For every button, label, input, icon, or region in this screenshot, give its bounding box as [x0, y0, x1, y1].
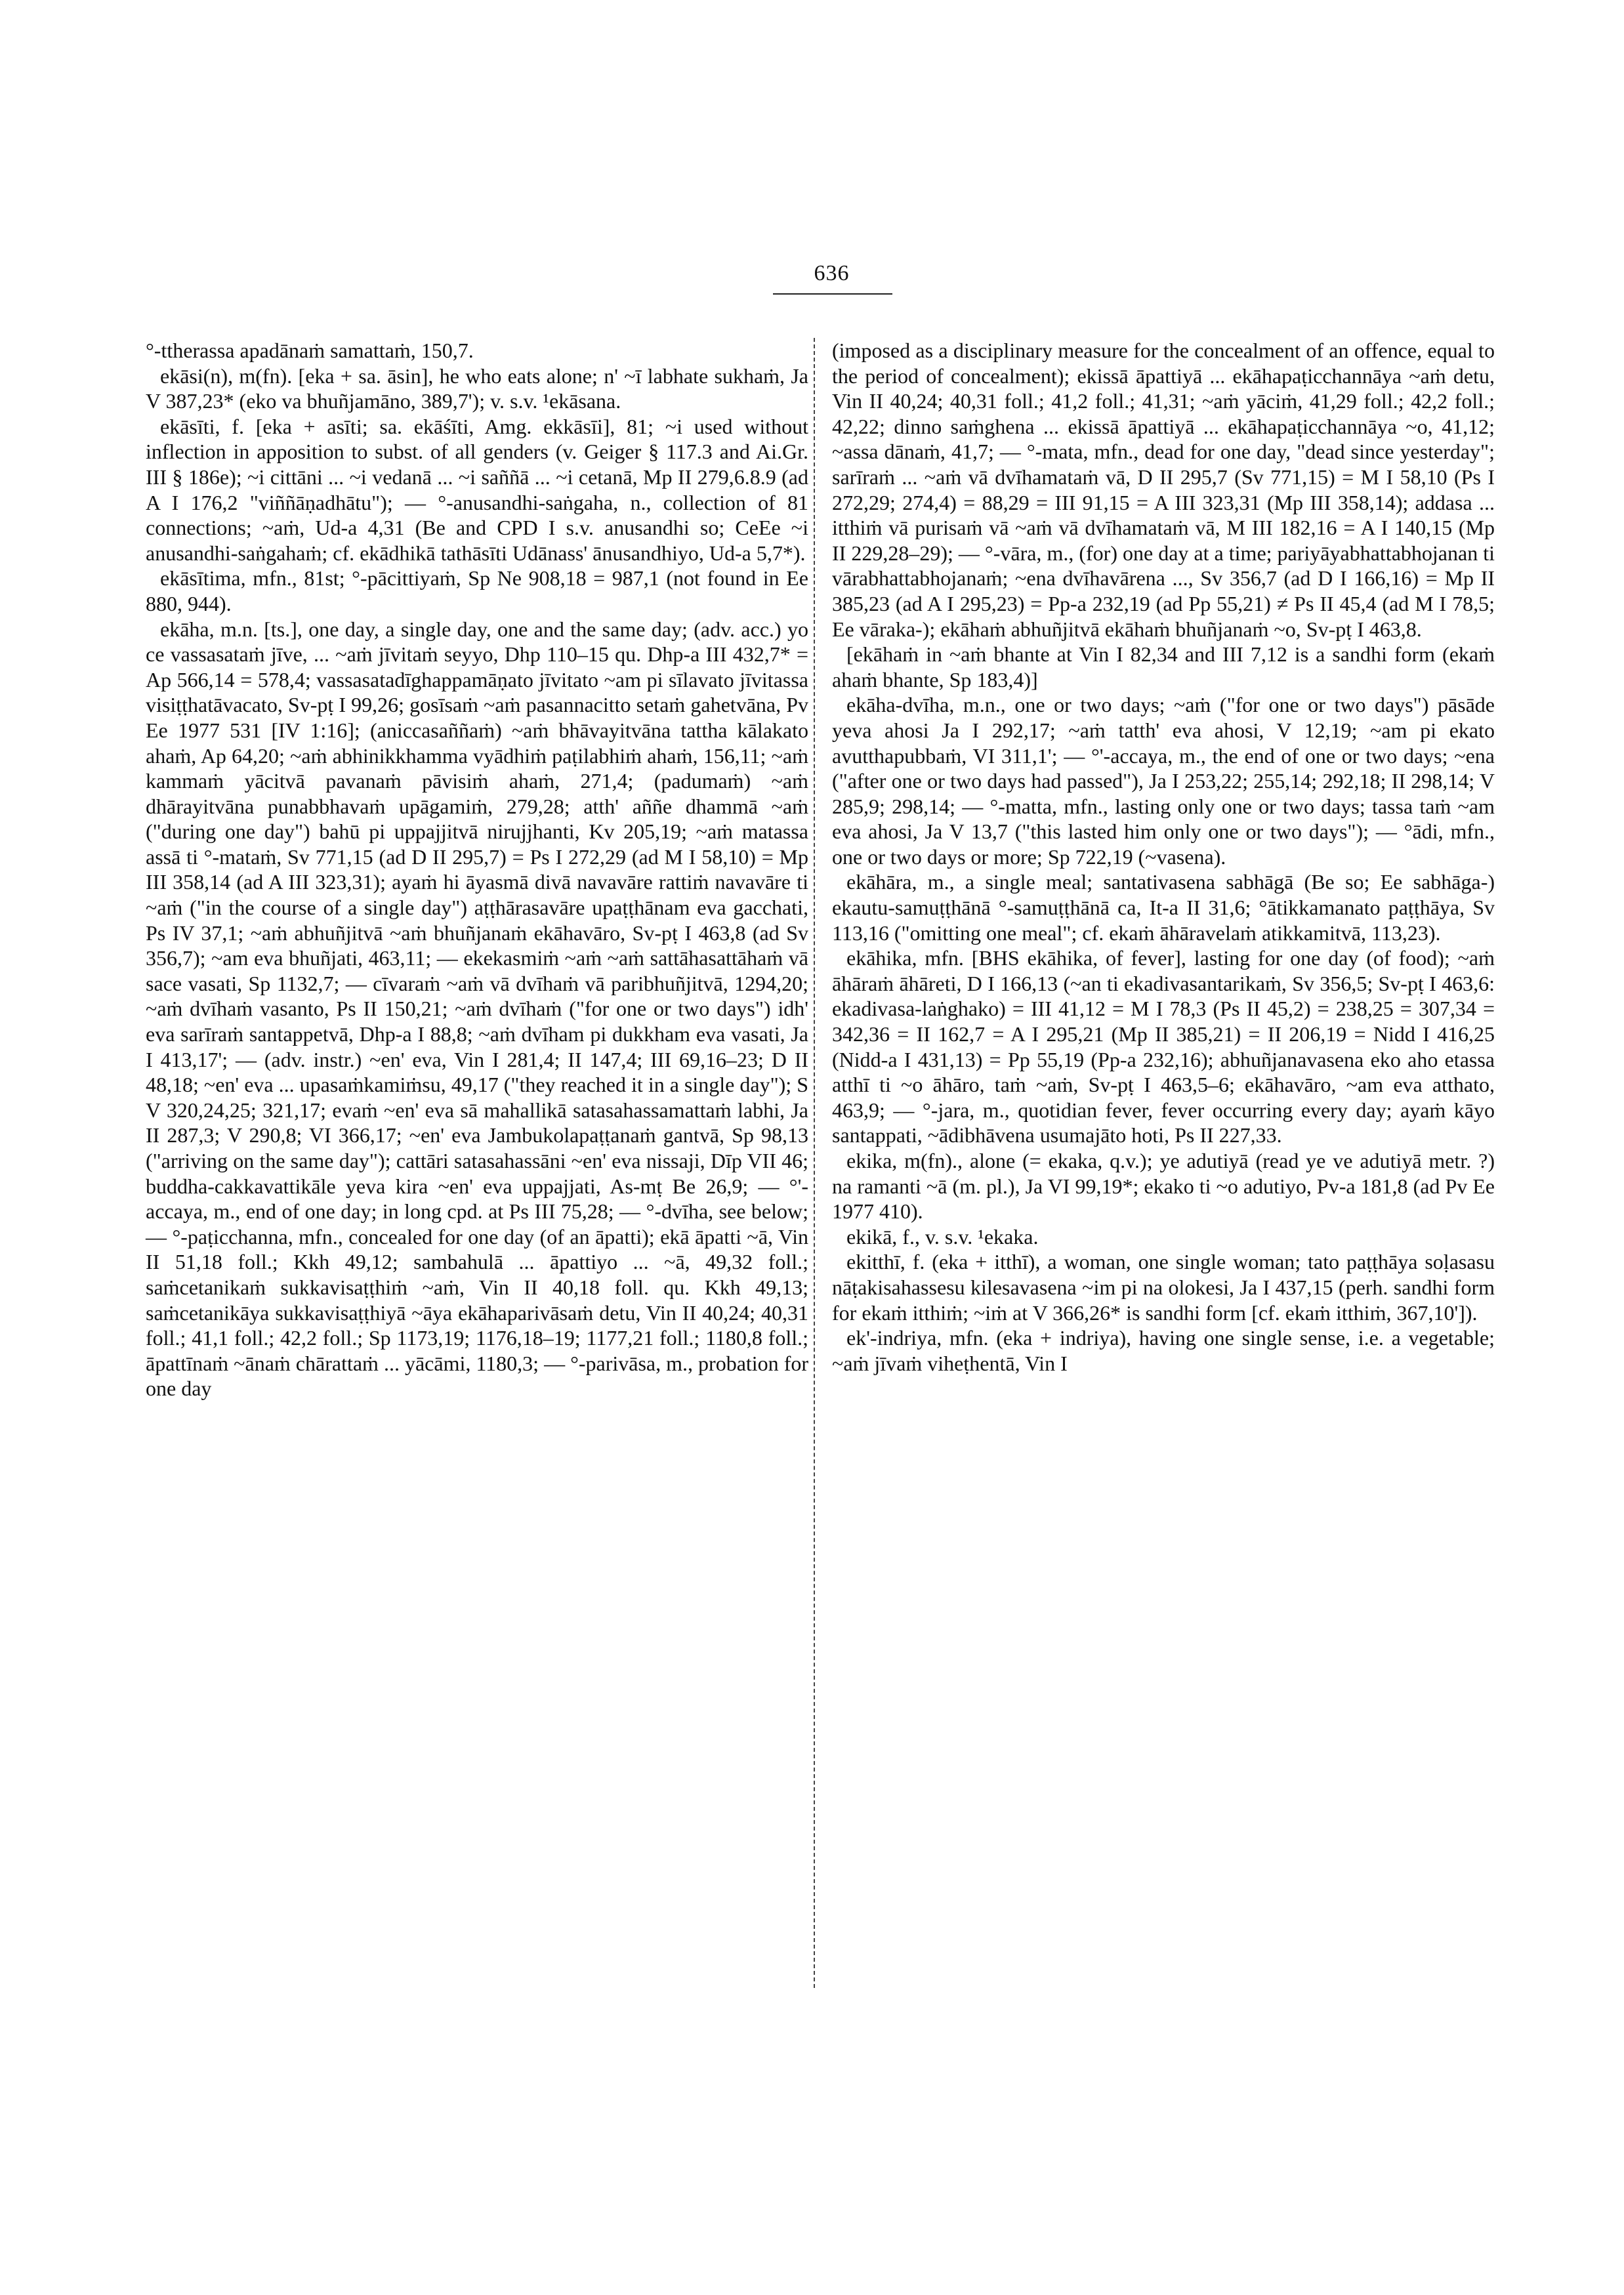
column-divider: [814, 338, 815, 1988]
dictionary-entry: ekāhāra, m., a single meal; santativasena sabhāgā (Be so; Ee sabhāga-) ekautu-samuṭṭhānā °-samuṭṭhānā ca, It-a II 31,6; °ātikkamanato paṭṭhāya, Sv 113,16 ("omitting one meal"; cf. ekaṁ āhāravelaṁ atikkamitvā, 113,23).: [832, 870, 1495, 945]
dictionary-entry: ekāsi(n), m(fn). [eka + sa. āsin], he who eats alone; n' ~ī labhate sukhaṁ, Ja V 387,23* (eko va bhuñjamāno, 389,7'); v. s.v. ¹ekāsana.: [146, 363, 808, 413]
dictionary-entry: ekikā, f., v. s.v. ¹ekaka.: [846, 1224, 1039, 1249]
page-number: 636: [814, 261, 850, 285]
dictionary-entry: ek'-indriya, mfn. (eka + indriya), having one single sense, i.e. a vegetable; ~aṁ jīvaṁ viheṭhentā, Vin I: [832, 1326, 1495, 1375]
dictionary-entry: ekāsīti, f. [eka + asīti; sa. ekāśīti, Amg. ekkāsīi], 81; ~i used without inflection in apposition to subst. of all genders (v. Geiger § 117.3 and Ai.Gr. III § 186e); ~i cittāni ... ~i vedanā ... ~i saññā ... ~i cetanā, Mp II 279,6.8.9 (ad A I 176,2 "viññāṇadhātu"); — °-anusandhi-saṅgaha, n., collection of 81 connections; ~aṁ, Ud-a 4,31 (Be and CPD I s.v. anusandhi so; CeEe ~i anusandhi-saṅgahaṁ; cf. ekādhikā tathāsīti Udānass' ānusandhiyo, Ud-a 5,7*).: [146, 414, 808, 565]
dictionary-entry: ekāhika, mfn. [BHS ekāhika, of fever], lasting for one day (of food); ~aṁ āhāraṁ āhāreti, D I 166,13 (~an ti ekadivasantarikaṁ, Sv 356,5; Sv-pṭ I 463,6: ekadivasa-laṅghako) = III 41,12 = M I 78,3 (Ps II 45,2) = 238,25 = 307,34 = 342,36 = II 162,7 = A I 295,21 (Mp II 385,21) = II 206,19 = Nidd I 416,25 (Nidd-a I 431,13) = Pp 55,19 (Pp-a 232,16); abhuñjanavasena eko aho etassa atthī ti ~o āhāro, taṁ ~aṁ, Sv-pṭ I 463,5–6; ekāhavāro, ~am eva atthato, 463,9; — °-jara, m., quotidian fever, fever occurring every day; ayaṁ kāyo santappati, ~ādibhāvena usumajāto hoti, Ps II 227,33.: [832, 946, 1495, 1148]
dictionary-entry: ekika, m(fn)., alone (= ekaka, q.v.); ye adutiyā (read ye ve adutiyā metr. ?) na ramanti ~ā (m. pl.), Ja VI 99,19*; ekako ti ~o adutiyo, Pv-a 181,8 (ad Pv Ee 1977 410).: [832, 1149, 1495, 1224]
dictionary-entry: [ekāhaṁ in ~aṁ bhante at Vin I 82,34 and III 7,12 is a sandhi form (ekaṁ ahaṁ bhante, Sp 183,4)]: [832, 642, 1495, 692]
dictionary-entry: °-ttherassa apadānaṁ samattaṁ, 150,7.: [146, 339, 474, 362]
dictionary-entry: (imposed as a disciplinary measure for the concealment of an offence, equal to the period of concealment); ekissā āpattiyā ... ekāhapaṭicchannāya ~aṁ detu, Vin II 40,24; 40,31 foll.; 41,2 foll.; 41,31; ~aṁ yāciṁ, 41,29 foll.; 42,2 foll.; 42,22; dinno saṁghena ... ekissā āpattiyā ... ekāhapaṭicchannāya ~o, 41,12; ~assa dānaṁ, 41,7; — °-mata, mfn., dead for one day, "dead since yesterday"; sarīraṁ ... ~aṁ vā dvīhamataṁ vā, D II 295,7 (Sv 771,15) = M I 58,10 (Ps I 272,29; 274,4) = 88,29 = III 91,15 = A III 323,31 (Mp III 358,14); addasa ... itthiṁ vā purisaṁ vā ~aṁ vā dvīhamataṁ vā, M III 182,16 = A I 140,15 (Mp II 229,28–29); — °-vāra, m., (for) one day at a time; pariyāyabhattabhojanan ti vārabhattabhojanaṁ; ~ena dvīhavārena ..., Sv 356,7 (ad D I 166,16) = Mp II 385,23 (ad A I 295,23) = Pp-a 232,19 (ad Pp 55,21) ≠ Ps II 45,4 (ad M I 78,5; Ee vāraka-); ekāhaṁ abhuñjitvā ekāhaṁ bhuñjanaṁ ~o, Sv-pṭ I 463,8.: [832, 339, 1495, 641]
left-column: [146, 338, 808, 1401]
dictionary-entry: ekāha-dvīha, m.n., one or two days; ~aṁ ("for one or two days") pāsāde yeva ahosi Ja I 292,17; ~aṁ tatth' eva ahosi, V 12,19; ~am pi ekato avutthapubbaṁ, VI 311,1'; — °'-accaya, m., the end of one or two days; ~ena ("after one or two days had passed"), Ja I 253,22; 255,14; 292,18; II 298,14; V 285,9; 298,14; — °-matta, mfn., lasting only one or two days; tassa taṁ ~am eva ahosi, Ja V 13,7 ("this lasted him only one or two days"); — °ādi, mfn., one or two days or more; Sp 722,19 (~vasena).: [832, 693, 1495, 869]
page-number-rule: [773, 293, 892, 295]
dictionary-entry: ekāha, m.n. [ts.], one day, a single day, one and the same day; (adv. acc.) yo ce vassasataṁ jīve, ... ~aṁ jīvitaṁ seyyo, Dhp 110–15 qu. Dhp-a III 432,7* = Ap 566,14 = 578,4; vassasatadīghappamāṇato jīvitato ~am pi sīlavato jīvitassa visiṭṭhatāvacato, Sv-pṭ I 99,26; gosīsaṁ ~aṁ pasannacitto setaṁ gahetvāna, Pv Ee 1977 531 [IV 1:16]; (aniccasaññaṁ) ~aṁ bhāvayitvāna tattha kālakato ahaṁ, Ap 64,20; ~aṁ abhinikkhamma vyādhiṁ paṭilabhiṁ ahaṁ, 156,11; ~aṁ kammaṁ yācitvā pavanaṁ pāvisiṁ ahaṁ, 271,4; (padumaṁ) ~aṁ dhārayitvāna punabbhavaṁ upāgamiṁ, 279,28; atth' aññe dhammā ~aṁ ("during one day") bahū pi uppajjitvā nirujjhanti, Kv 205,19; ~aṁ matassa assā ti °-mataṁ, Sv 771,15 (ad D II 295,7) = Ps I 272,29 (ad M I 58,10) = Mp III 358,14 (ad A III 323,31); ayaṁ hi āyasmā divā navavāre rattiṁ navavāre ti ~aṁ ("in the course of a single day") aṭṭhārasavāre upaṭṭhānam eva gacchati, Ps IV 37,1; ~aṁ abhuñjitvā ~aṁ bhuñjanaṁ ekāhavāro, Sv-pṭ I 463,8 (ad Sv 356,7); ~am eva bhuñjati, 463,11; — ekekasmiṁ ~aṁ ~aṁ sattāhasattāhaṁ vā sace vasati, Sp 1132,7; — cīvaraṁ ~aṁ vā dvīhaṁ vā paribhuñjitvā, 1294,20; ~aṁ dvīhaṁ vasanto, Ps II 150,21; ~aṁ dvīhaṁ ("for one or two days") idh' eva sarīraṁ santappetvā, Dhp-a I 88,8; ~aṁ dvīham pi dukkham eva vasati, Ja I 413,17'; — (adv. instr.) ~en' eva, Vin I 281,4; II 147,4; III 69,16–23; D II 48,18; ~en' eva ... upasaṁkamiṁsu, 49,17 ("they reached it in a single day"); S V 320,24,25; 321,17; evaṁ ~en' eva sā mahallikā satasahassamattaṁ labhi, Ja II 287,3; V 290,8; VI 366,17; ~en' eva Jambukolapaṭṭanaṁ gantvā, Sp 98,13 ("arriving on the same day"); cattāri satasahassāni ~en' eva nissaji, Dīp VII 46; buddha-cakkavattikāle yeva kira ~en' eva uppajjati, As-mṭ Be 26,9; — °'-accaya, m., end of one day; in long cpd. at Ps III 75,28; — °-dvīha, see below; — °-paṭicchanna, mfn., concealed for one day (of an āpatti); ekā āpatti ~ā, Vin II 51,18 foll.; Kkh 49,12; sambahulā ... āpattiyo ... ~ā, 49,32 foll.; saṁcetanikaṁ sukkavisaṭṭhiṁ ~aṁ, Vin II 40,18 foll. qu. Kkh 49,13; saṁcetanikāya sukkavisaṭṭhiyā ~āya ekāhaparivāsaṁ detu, Vin II 40,24; 40,31 foll.; 41,1 foll.; 42,2 foll.; Sp 1173,19; 1176,18–19; 1177,21 foll.; 1180,8 foll.; āpattīnaṁ ~ānaṁ chārattaṁ ... yācāmi, 1180,3; — °-parivāsa, m., probation for one day: [146, 617, 808, 1401]
dictionary-entry: ekāsītima, mfn., 81st; °-pācittiyaṁ, Sp Ne 908,18 = 987,1 (not found in Ee 880, 944).: [146, 566, 808, 615]
dictionary-entry: ekitthī, f. (eka + itthī), a woman, one single woman; tato paṭṭhāya soḷasasu nāṭakisahassesu kilesavasena ~im pi na olokesi, Ja I 437,15 (perh. sandhi form for ekaṁ itthiṁ; ~iṁ at V 366,26* is sandhi form [cf. ekaṁ itthiṁ, 367,10']).: [832, 1250, 1495, 1325]
right-column: [832, 338, 1495, 1376]
